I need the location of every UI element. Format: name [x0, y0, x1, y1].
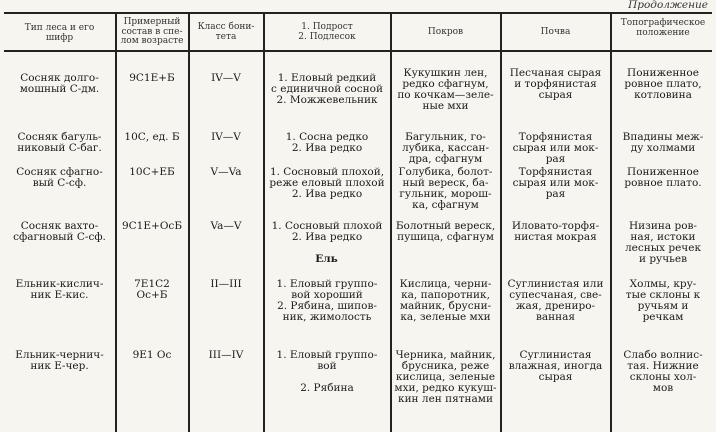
header-undergrowth: 1. Подрост 2. Подлесок [298, 22, 356, 42]
cell-forest-type: Ельник-кислич- ник Е-кис. [15, 278, 104, 301]
cell-forest-type: Сосняк сфагно- вый С-сф. [16, 166, 103, 189]
cell-soil: Суглинистая влажная, иногда сырая [508, 349, 603, 383]
cell-soil: Суглинистая или супесчаная, све- жая, дрениро- ванная [507, 278, 604, 323]
cell-bonitet: Va—V [210, 220, 242, 232]
cell-topography: Холмы, кру- тые склоны к ручьям и речкам [625, 278, 701, 323]
cell-bonitet: V—Va [210, 166, 242, 178]
cell-topography: Пониженное ровное плато. [624, 166, 702, 189]
cell-forest-type: Сосняк долго- мошный С-дм. [19, 72, 100, 95]
cell-cover: Болотный вереск, пушица, сфагнум [395, 220, 496, 243]
cell-undergrowth: 1. Еловый редкий с единичной сосной 2. Можжевельник [271, 72, 383, 106]
cell-soil: Торфянистая сырая или мок- рая [512, 166, 599, 200]
cell-composition: 10С, ед. Б [124, 131, 180, 143]
cell-cover: Кислица, черни- ка, папоротник, майник, брусни- ка, зеленые мхи [399, 278, 492, 323]
header-soil: Почва [540, 27, 571, 37]
cell-undergrowth: 1. Сосновый плохой 2. Ива редко [271, 220, 383, 243]
cell-cover: Голубика, болот- ный вереск, ба- гульник, морош- ка, сфагнум [398, 166, 493, 211]
continuation-label: Продолжение [628, 0, 708, 11]
header-bottom-rule [4, 50, 712, 52]
cell-composition: 9Е1 Ос [132, 349, 172, 361]
cell-forest-type: Сосняк багуль- никовый С-баг. [17, 131, 102, 154]
cell-forest-type: Ельник-чернич- ник Е-чер. [15, 349, 104, 372]
cell-cover: Черника, майник, брусника, реже кислица, зеленые мхи, редко кукуш- кин лен пятнами [394, 349, 497, 405]
cell-undergrowth: 1. Еловый группо- вой хороший 2. Рябина, шипов- ник, жимолость [276, 278, 378, 323]
cell-topography: Низина ров- ная, истоки лесных речек и ручьев [624, 220, 702, 265]
cell-topography: Впадины меж- ду холмами [622, 131, 704, 154]
header-bonitet: Класс бони- тета [197, 22, 255, 42]
header-composition: Примерный состав в спе- лом возрасте [120, 17, 184, 46]
cell-forest-type: Сосняк вахто- сфагновый С-сф. [13, 220, 106, 243]
header-cover: Покров [427, 27, 464, 37]
cell-composition: 7Е1С2 Ос+Б [134, 278, 170, 301]
cell-soil: Песчаная сырая и торфянистая сырая [509, 67, 602, 101]
cell-soil: Иловато-торфя- нистая мокрая [511, 220, 600, 243]
cell-undergrowth: 1. Сосновый плохой, реже еловый плохой 2. Ива редко [269, 166, 385, 200]
cell-undergrowth: 1. Сосна редко 2. Ива редко [285, 131, 369, 154]
cell-bonitet: IV—V [211, 72, 241, 84]
cell-cover: Багульник, го- лубика, кассан- дра, сфагнум [401, 131, 490, 165]
cell-bonitet: II—III [210, 278, 242, 290]
section-label-spruce: Ель [315, 253, 338, 265]
cell-bonitet: III—IV [208, 349, 244, 361]
cell-bonitet: IV—V [211, 131, 241, 143]
cell-composition: 10С+ЕБ [129, 166, 175, 178]
cell-composition: 9С1Е+ОсБ [121, 220, 183, 232]
cell-topography: Слабо волнис- тая. Нижние склоны хол- мов [623, 349, 703, 394]
header-topography: Топографическое положение [620, 18, 706, 38]
cell-soil: Торфянистая сырая или мок- рая [512, 131, 599, 165]
table-top-rule [4, 12, 712, 14]
cell-cover: Кукушкин лен, редко сфагнум, по кочкам—зеле- ные мхи [397, 67, 494, 112]
cell-undergrowth: 1. Еловый группо- вой 2. Рябина [276, 349, 378, 394]
cell-composition: 9С1Е+Б [129, 72, 175, 84]
header-forest-type: Тип леса и его шифр [24, 23, 95, 43]
cell-topography: Пониженное ровное плато, котловина [624, 67, 702, 101]
